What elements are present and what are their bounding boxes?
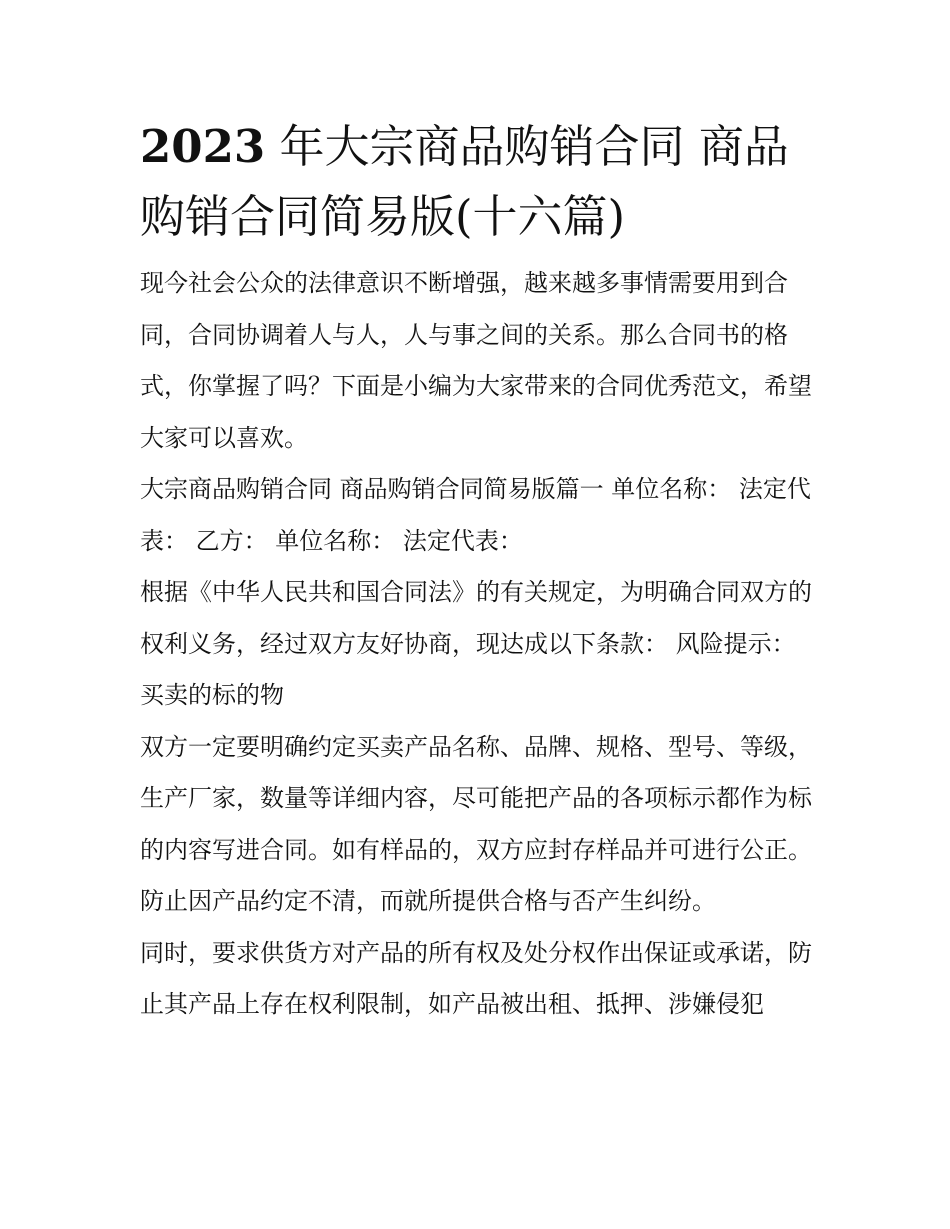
document-title bbox=[140, 112, 790, 252]
document-content bbox=[140, 112, 812, 1031]
title-year: 2023 bbox=[140, 120, 266, 173]
paragraph-parties: 大宗商品购销合同 商品购销合同简易版篇一 单位名称： 法定代表： 乙方： 单位名称： 法定代表： bbox=[140, 475, 811, 555]
paragraph-product-details: 双方一定要明确约定买卖产品名称、品牌、规格、型号、等级，生产厂家，数量等详细内容，尽可能把产品的各项标示都作为标的内容写进合同。如有样品的，双方应封存样品并可进行公正。防止因产品约定不清，而就所提供合格与否产生纠纷。 bbox=[140, 732, 812, 915]
paragraph-intro: 现今社会公众的法律意识不断增强，越来越多事情需要用到合同，合同协调着人与人，人与事之间的关系。那么合同书的格式，你掌握了吗？下面是小编为大家带来的合同优秀范文，希望大家可以喜欢。 bbox=[140, 269, 812, 452]
title-text: 年大宗商品购销合同 商品购销合同简易版(十六篇) bbox=[140, 120, 789, 243]
paragraph-ownership: 同时，要求供货方对产品的所有权及处分权作出保证或承诺，防止其产品上存在权利限制，如产品被出租、抵押、涉嫌侵犯 bbox=[140, 938, 812, 1018]
document-body bbox=[140, 258, 812, 1031]
paragraph-legal-basis: 根据《中华人民共和国合同法》的有关规定，为明确合同双方的权利义务，经过双方友好协商，现达成以下条款： 风险提示：买卖的标的物 bbox=[140, 578, 812, 709]
